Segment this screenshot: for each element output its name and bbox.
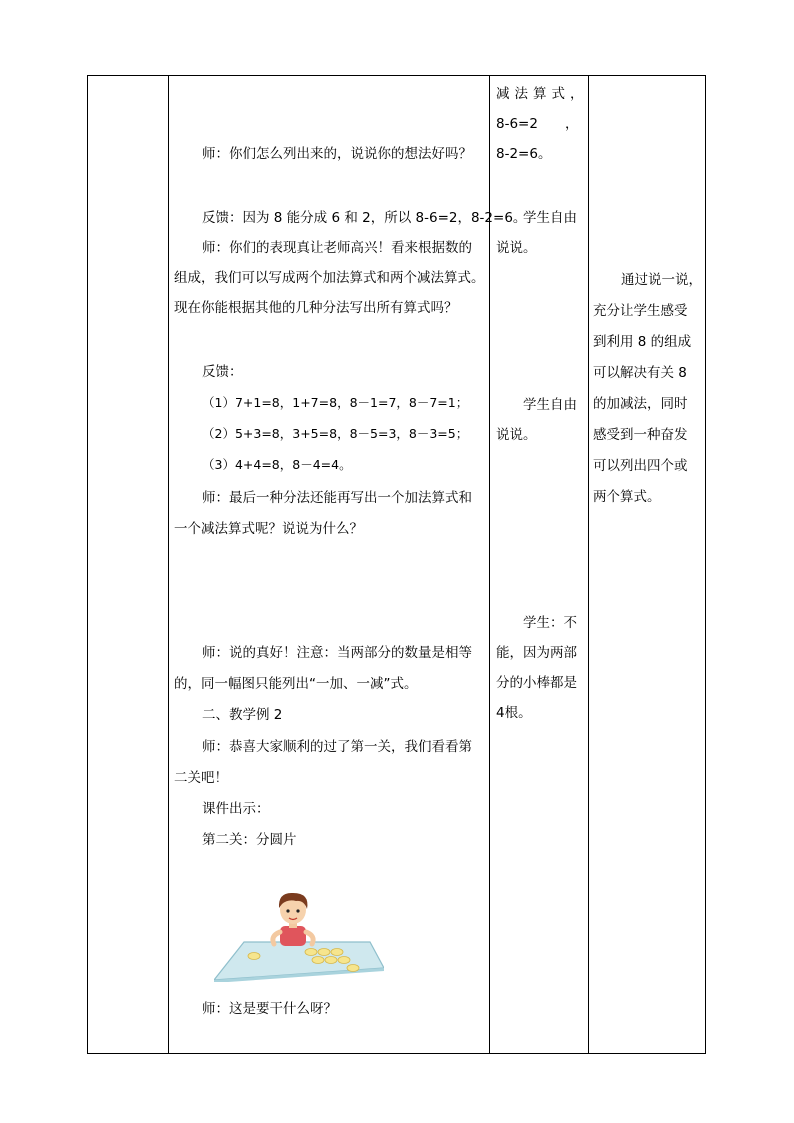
teacher-praise-line-2: 组成，我们可以写成两个加法算式和两个减法算式。	[174, 270, 485, 286]
disk	[338, 957, 350, 964]
intent-line-6: 感受到一种奋发	[593, 427, 688, 443]
teacher-note-line-1: 师：说的真好！注意：当两部分的数量是相等	[202, 645, 472, 661]
teacher-congrats-line-2: 二关吧！	[174, 770, 228, 786]
disk	[347, 965, 359, 972]
student-answer-1: 学生：不	[523, 615, 577, 631]
formula-8-2: 8-2=6。	[496, 146, 552, 162]
student-free-talk-1a: 学生自由	[523, 210, 577, 226]
feedback-item-1: （1）7+1=8，1+7=8，8－1=7，8－7=1；	[202, 395, 469, 410]
disk	[305, 949, 317, 956]
disk	[312, 957, 324, 964]
teacher-question-line-2: 一个减法算式呢？说说为什么？	[174, 521, 363, 537]
boy-eye-left	[286, 909, 289, 912]
formula-8-6: 8-6=2	[496, 116, 538, 132]
level-two-title: 第二关：分圆片	[202, 832, 297, 848]
teacher-line-ask-method: 师：你们怎么列出来的，说说你的想法好吗？	[202, 146, 472, 162]
courseware-label: 课件出示：	[202, 801, 270, 817]
feedback-item-3: （3）4+4=8，8－4=4。	[202, 457, 352, 472]
formula-comma: ，	[565, 116, 579, 132]
teacher-praise-line-1: 师：你们的表现真让老师高兴！看来根据数的	[202, 240, 472, 256]
intent-line-8: 两个算式。	[593, 489, 661, 505]
disk	[325, 957, 337, 964]
disk	[331, 949, 343, 956]
teacher-praise-line-3: 现在你能根据其他的几种分法写出所有算式吗？	[174, 300, 458, 316]
intent-line-2: 充分让学生感受	[593, 303, 688, 319]
boy-shirt	[280, 926, 306, 946]
disk	[248, 953, 260, 960]
feedback-line-1: 反馈：因为 8 能分成 6 和 2，所以 8-6=2，8-2=6。	[202, 210, 527, 226]
student-answer-2: 能，因为两部	[496, 645, 577, 661]
column-divider-3	[588, 76, 589, 1053]
student-free-talk-2b: 说说。	[496, 427, 537, 443]
section-heading-example-2: 二、教学例 2	[202, 707, 283, 723]
teacher-note-line-2: 的，同一幅图只能列出“一加、一减”式。	[174, 676, 418, 692]
student-answer-3: 分的小棒都是	[496, 675, 577, 691]
boy-eye-right	[296, 909, 299, 912]
intent-line-1: 通过说一说，	[621, 272, 702, 288]
teacher-congrats-line-1: 师：恭喜大家顺利的过了第一关，我们看看第	[202, 739, 472, 755]
intent-line-3: 到利用 8 的组成	[593, 334, 692, 350]
intent-line-7: 可以列出四个或	[593, 458, 688, 474]
feedback-item-2: （2）5+3=8，3+5=8，8－5=3，8－3=5；	[202, 426, 469, 441]
student-answer-4: 4根。	[496, 705, 532, 721]
teacher-what-to-do: 师：这是要干什么呀？	[202, 1001, 337, 1017]
student-free-talk-2a: 学生自由	[523, 397, 577, 413]
student-free-talk-1b: 说说。	[496, 240, 537, 256]
column-divider-1	[168, 76, 169, 1053]
intent-line-5: 的加减法，同时	[593, 396, 688, 412]
boy-with-disks-illustration	[214, 890, 384, 982]
intent-line-4: 可以解决有关 8	[593, 365, 687, 381]
disk	[318, 949, 330, 956]
teacher-question-line-1: 师：最后一种分法还能再写出一个加法算式和	[202, 490, 472, 506]
feedback-label: 反馈：	[202, 364, 243, 380]
subtraction-title: 减法算式，	[496, 86, 589, 102]
